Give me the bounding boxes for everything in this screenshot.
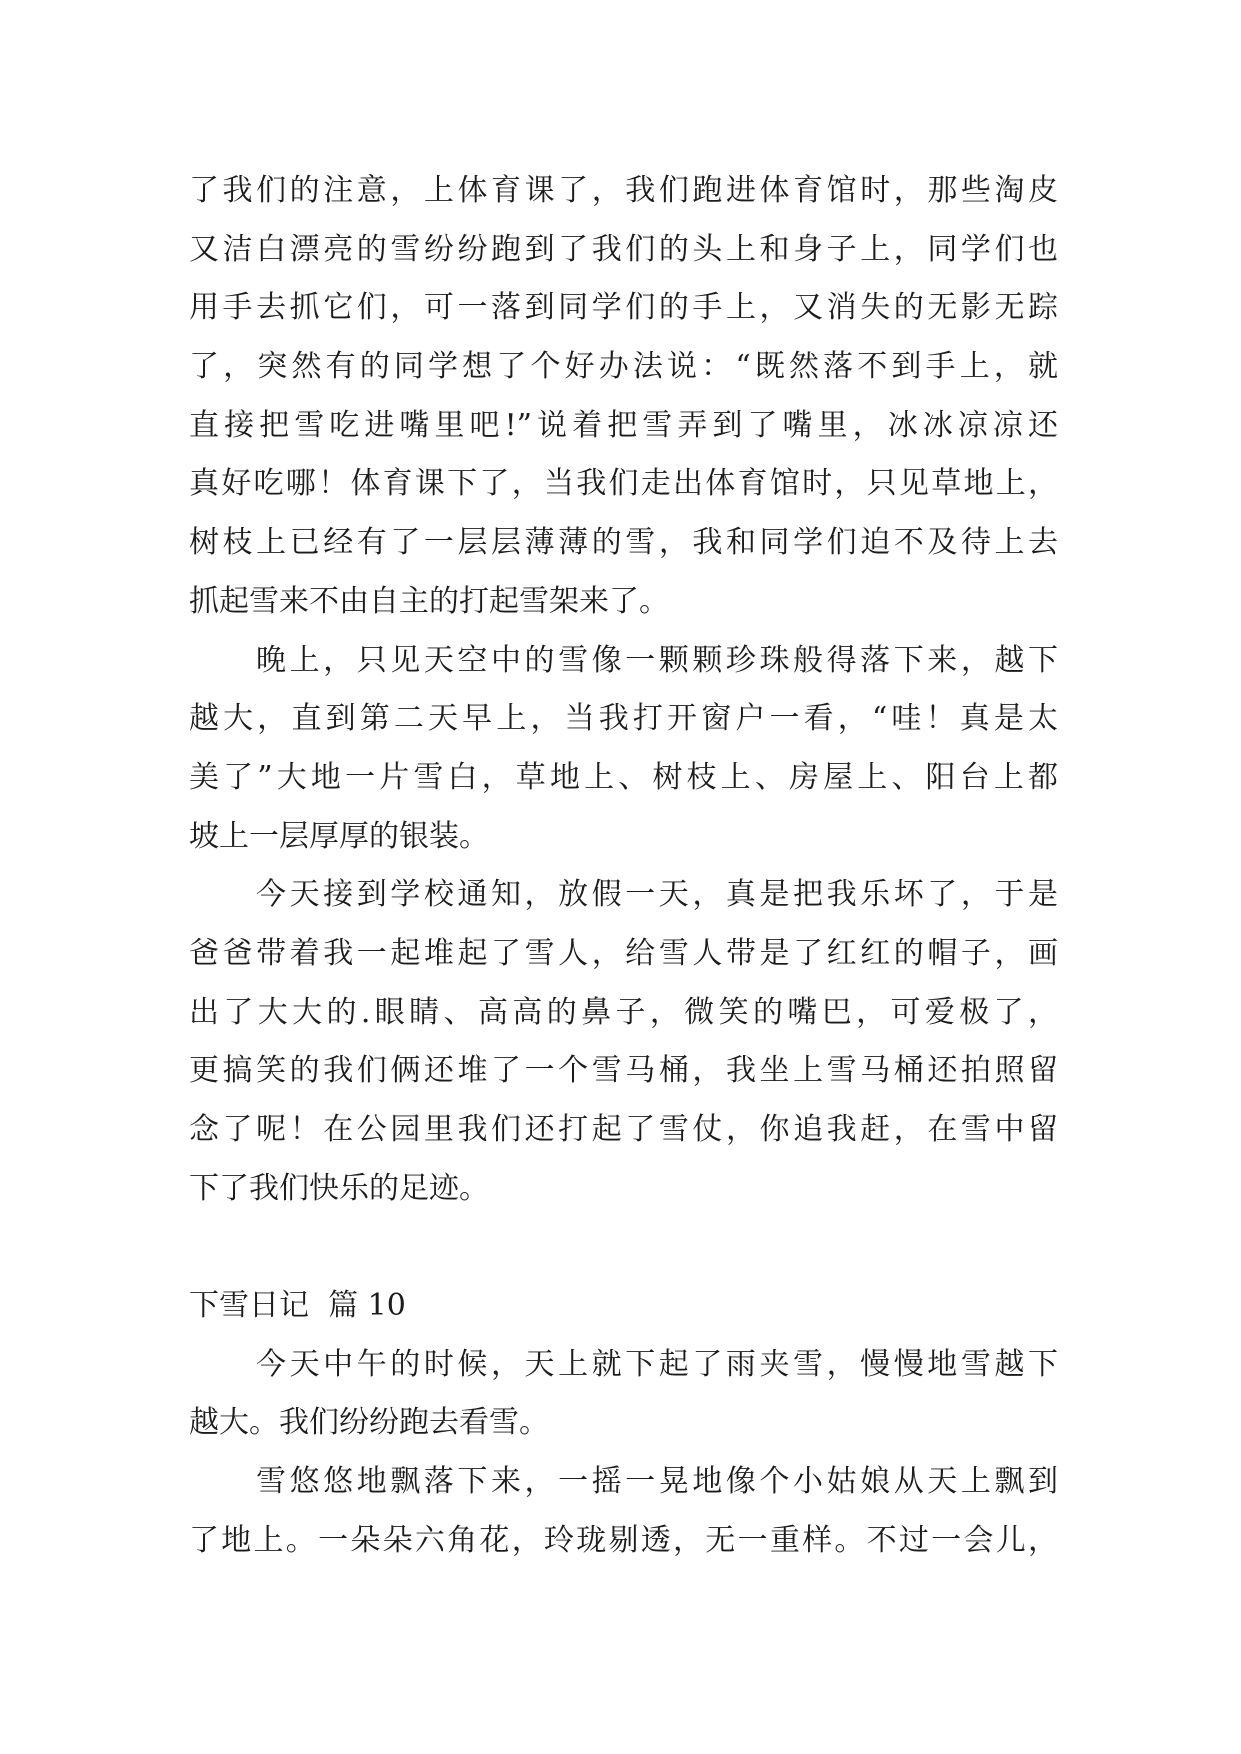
text-line: 了地上。一朵朵六角花，玲珑剔透，无一重样。不过一会儿， bbox=[189, 1522, 1058, 1558]
text-line: 美了”大地一片雪白，草地上、树枝上、房屋上、阳台上都 bbox=[189, 759, 1058, 795]
text-line: 今天接到学校通知，放假一天，真是把我乐坏了，于是 bbox=[256, 877, 1058, 913]
text-line: 晚上，只见天空中的雪像一颗颗珍珠般得落下来，越下 bbox=[256, 642, 1058, 678]
text-line: 又洁白漂亮的雪纷纷跑到了我们的头上和身子上，同学们也 bbox=[189, 231, 1058, 267]
paragraph bbox=[189, 632, 1058, 867]
paragraph bbox=[189, 162, 1058, 632]
text-line: 了，突然有的同学想了个好办法说：“既然落不到手上，就 bbox=[189, 349, 1058, 385]
text-line: 越大。我们纷纷跑去看雪。 bbox=[189, 1405, 549, 1441]
text-line: 树枝上已经有了一层层薄薄的雪，我和同学们迫不及待上去 bbox=[189, 525, 1058, 561]
text-line: 直接把雪吃进嘴里吧!”说着把雪弄到了嘴里，冰冰凉凉还 bbox=[189, 407, 1058, 443]
text-line: 雪悠悠地飘落下来，一摇一晃地像个小姑娘从天上飘到 bbox=[256, 1464, 1058, 1500]
blank-line bbox=[189, 1218, 1058, 1277]
text-line: 真好吃哪！体育课下了，当我们走出体育馆时，只见草地上， bbox=[189, 466, 1058, 502]
text-line: 下了我们快乐的足迹。 bbox=[189, 1170, 489, 1206]
text-line: 爸爸带着我一起堆起了雪人，给雪人带是了红红的帽子，画 bbox=[189, 935, 1058, 971]
text-line: 今天中午的时候，天上就下起了雨夹雪，慢慢地雪越下 bbox=[256, 1346, 1058, 1382]
text-line: 出了大大的.眼睛、高高的鼻子，微笑的嘴巴，可爱极了， bbox=[189, 994, 1058, 1030]
text-line: 更搞笑的我们俩还堆了一个雪马桶，我坐上雪马桶还拍照留 bbox=[189, 1053, 1058, 1089]
paragraph bbox=[189, 1453, 1058, 1570]
text-line: 用手去抓它们，可一落到同学们的手上，又消失的无影无踪 bbox=[189, 290, 1058, 326]
paragraph bbox=[189, 866, 1058, 1218]
text-line: 了我们的注意，上体育课了，我们跑进体育馆时，那些淘皮 bbox=[189, 173, 1058, 208]
paragraph bbox=[189, 1336, 1058, 1453]
text-line: 坡上一层厚厚的银装。 bbox=[189, 818, 489, 854]
text-line: 念了呢！在公园里我们还打起了雪仗，你追我赶，在雪中留 bbox=[189, 1112, 1058, 1147]
document-body bbox=[189, 162, 1058, 1571]
text-line: 越大，直到第二天早上，当我打开窗户一看，“哇！真是太 bbox=[189, 701, 1058, 737]
text-line: 抓起雪来不由自主的打起雪架来了。 bbox=[189, 583, 669, 619]
section-heading: 下雪日记 篇 10 bbox=[189, 1288, 406, 1324]
